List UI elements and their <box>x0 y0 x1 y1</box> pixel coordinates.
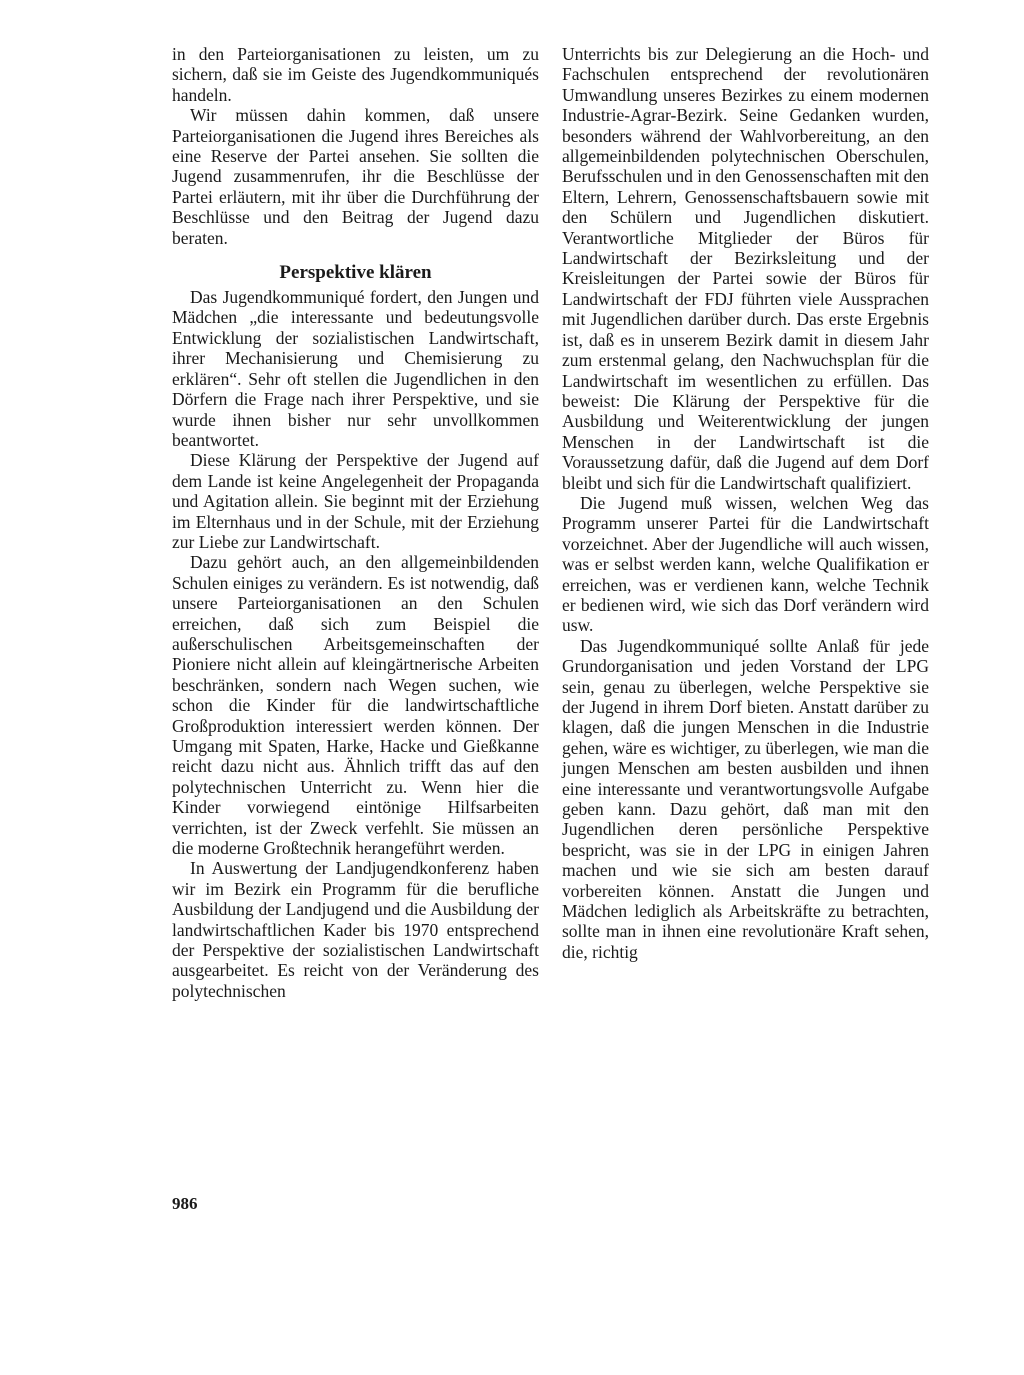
section-heading: Perspektive klären <box>279 262 432 284</box>
paragraph-jugend-muss-wissen: Die Jugend muß wissen, welchen Weg das Programm unserer Partei für die Landwirtschaft vorzeichnet. Aber der Jugendliche will auch wissen, was er selbst werden kann, welche Qualifikation er erreichen, was er verdienen kann, welche Technik er bedienen wird, wie sich das Dorf verändern wird usw. <box>562 492 929 636</box>
paragraph-schulen: Dazu gehört auch, an den allgemeinbildenden Schulen einiges zu verändern. Es ist notwendig, daß unsere Parteiorganisationen an den Schulen erreichen, daß sich zum Beispiel die außerschulischen Arbeitsgemeinschaften der Pioniere nicht allein auf kleingärtnerische Arbeiten beschränken, sondern nach Wegen suchen, wie schon die Kinder für die landwirtschaftliche Großproduktion interessiert werden können. Der Umgang mit Spaten, Harke, Hacke und Gießkanne reicht dazu nicht aus. Ähnlich trifft das auf den polytechnischen Unterricht zu. Wenn hier die Kinder vorwiegend eintönige Hilfsarbeiten verrichten, ist der Zweck verfehlt. Sie müssen an die moderne Großtechnik herangeführt werden. <box>172 552 539 859</box>
paragraph-party-organisations: Wir müssen dahin kommen, daß unsere Parteiorganisationen die Jugend ihres Bereiches als eine Reserve der Partei ansehen. Sie sollten die Jugend zusammenrufen, ihr die Beschlüsse der Partei erläutern, mit ihr über die Durchführung der Beschlüsse und den Beitrag der Jugend dazu beraten. <box>172 105 539 248</box>
left-column <box>172 44 539 1001</box>
paragraph-anlass: Das Jugendkommuniqué sollte Anlaß für jede Grundorganisation und jeden Vorstand der LPG sein, genau zu überlegen, welche Perspektive sie der Jugend in ihrem Dorf bieten. Anstatt darüber zu klagen, daß die jungen Menschen in die Industrie gehen, wäre es wichtiger, zu überlegen, wie man die jungen Menschen am besten ausbilden und ihnen eine interessante und verantwortungsvolle Aufgabe geben kann. Dazu gehört, daß man mit den Jugendlichen deren persönliche Perspektive bespricht, was sie in der LPG in einigen Jahren machen und wie sie sich am besten darauf vorbereiten können. Anstatt die Jungen und Mädchen lediglich als Arbeitskräfte zu betrachten, sollte man in ihnen eine revolutionäre Kraft sehen, die, richtig <box>562 635 929 962</box>
paragraph-klaerung: Diese Klärung der Perspektive der Jugend auf dem Lande ist keine Angelegenheit der Propaganda und Agitation allein. Sie beginnt mit der Erziehung im Elternhaus und in der Schule, mit der Erziehung zur Liebe zur Landwirtschaft. <box>172 450 539 552</box>
paragraph-jugendkommunique: Das Jugendkommuniqué fordert, den Jungen und Mädchen „die interessante und bedeutungsvolle Entwicklung der sozialistischen Landwirtschaft, ihrer Mechanisierung und Chemisierung zu erklären“. Sehr oft stellen die Jugendlichen in den Dörfern die Frage nach ihrer Perspektive, und sie wurde ihnen bisher nur sehr unvollkommen beantwortet. <box>172 287 539 450</box>
right-column <box>562 44 929 962</box>
page-number: 986 <box>172 1194 198 1213</box>
paragraph-unterricht: Unterrichts bis zur Delegierung an die Hoch- und Fachschulen entsprechend der revolutionären Umwandlung unseres Bezirkes zu einem modernen Industrie-Agrar-Bezirk. Seine Gedanken wurden, besonders während der Wahlvorbereitung, an den allgemeinbildenden polytechnischen Oberschulen, Berufsschulen und in den Genossenschaften mit den Eltern, Lehrern, Genossenschaftsbauern sowie mit den Schülern und Jugendlichen diskutiert. Verantwortliche Mitglieder der Büros für Landwirtschaft der Bezirksleitung und der Kreisleitungen der Partei sowie der Büros für Landwirtschaft der FDJ führten viele Aussprachen mit Jugendlichen darüber durch. Das erste Ergebnis ist, daß es in unserem Bezirk damit in diesem Jahr zum erstenmal gelang, den Nachwuchsplan für die Landwirtschaft im wesentlichen zu erfüllen. Das beweist: Die Klärung der Perspektive für die Ausbildung und Weiterentwicklung der jungen Menschen in der Landwirtschaft ist die Voraussetzung dafür, daß die Jugend auf dem Dorf bleibt und sich für die Landwirtschaft qualifiziert. <box>562 44 929 493</box>
paragraph-auswertung: In Auswertung der Landjugendkonferenz haben wir im Bezirk ein Programm für die berufliche Ausbildung der Landjugend und die Ausbildung der landwirtschaftlichen Kader bis 1970 entsprechend der Perspektive der sozialistischen Landwirtschaft ausgearbeitet. Es reicht von der Veränderung des polytechnischen <box>172 858 539 1001</box>
paragraph-continuation: in den Parteiorganisationen zu leisten, um zu sichern, daß sie im Geiste des Jugendkommuniqués handeln. <box>172 44 539 105</box>
